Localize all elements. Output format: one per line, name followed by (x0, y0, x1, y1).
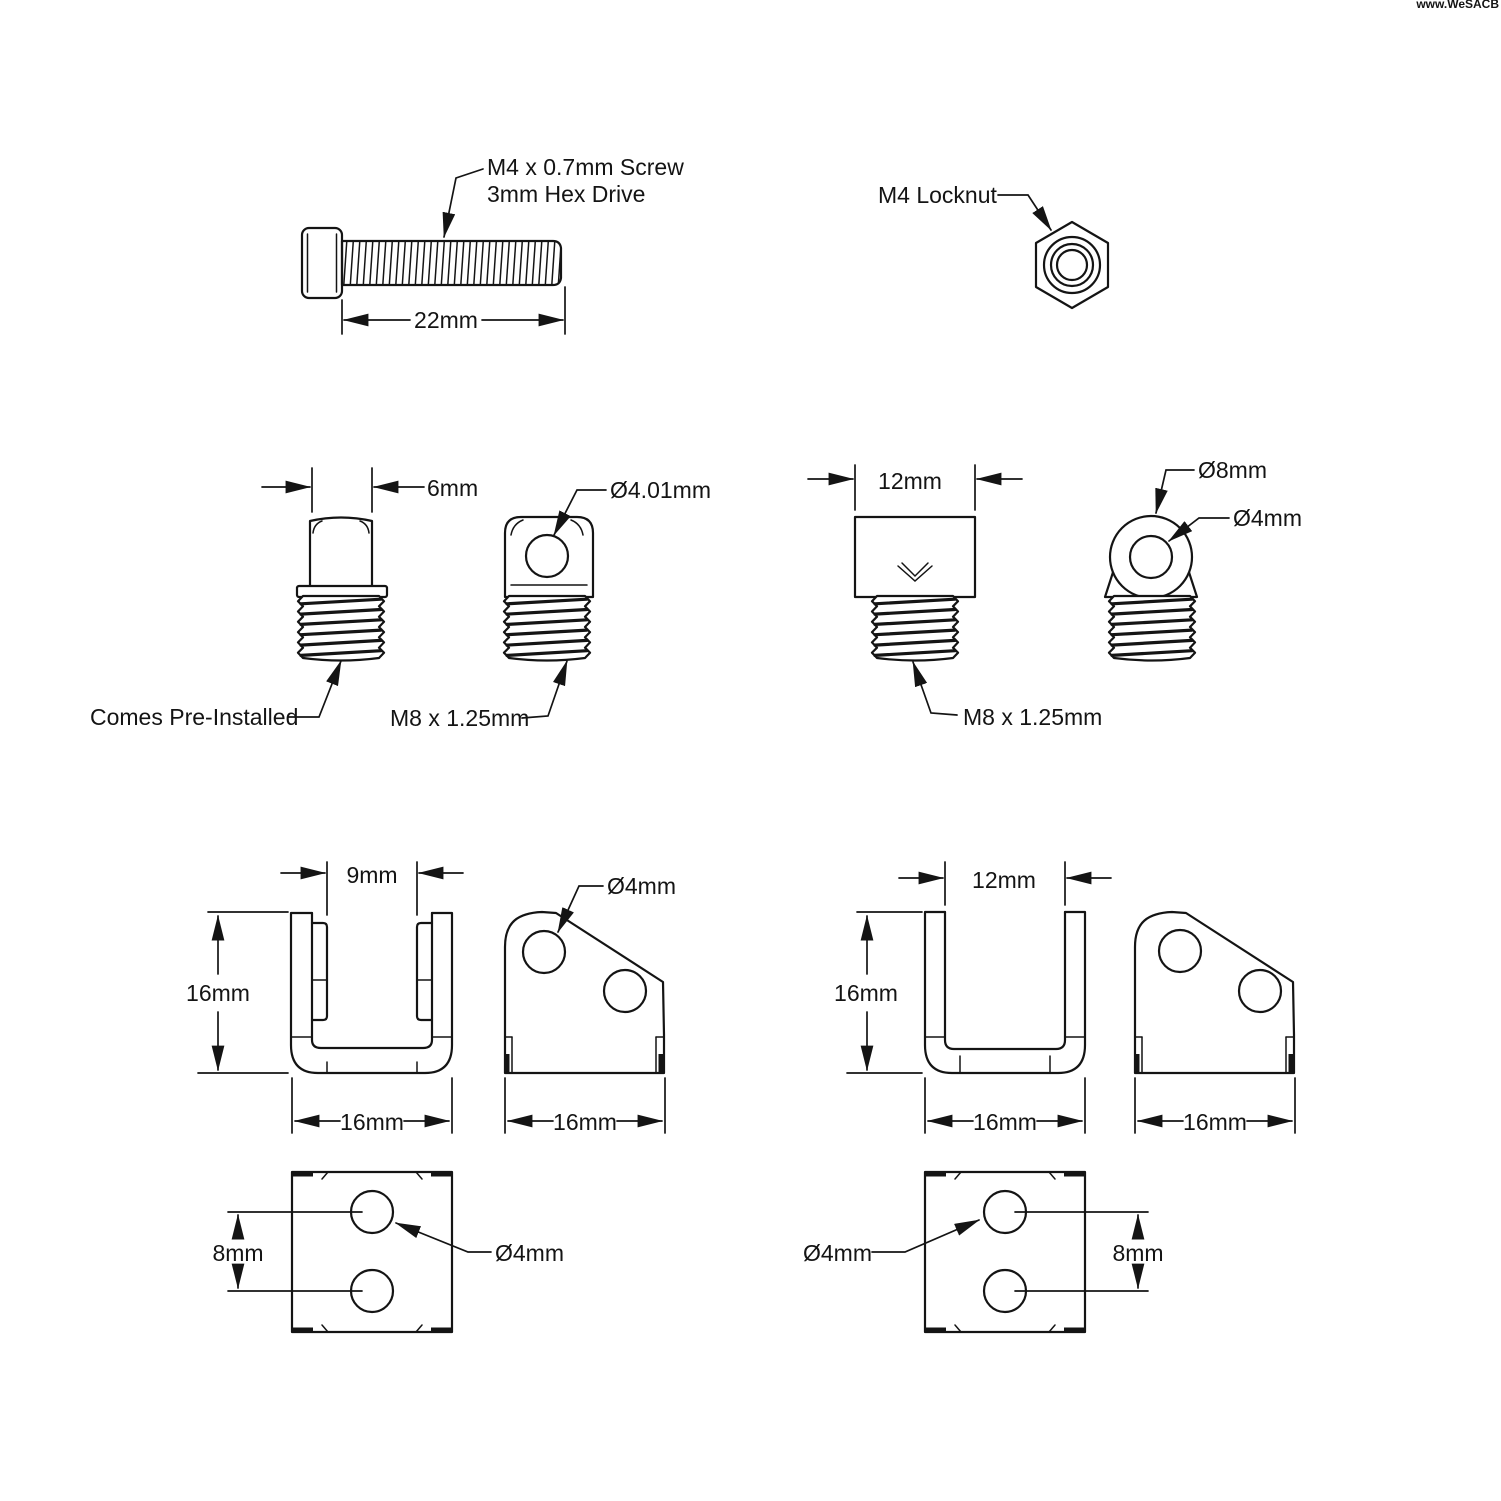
clamp-9mm-bottom-view (292, 1172, 452, 1332)
clamp-12mm-height-dimension (834, 912, 922, 1073)
clamp-9mm-hole-text: Ø4mm (607, 873, 676, 899)
clamp-9mm-height-text: 16mm (186, 980, 250, 1006)
clamp-9mm-height-dimension (186, 912, 288, 1073)
stud-6mm-hole-text: Ø4.01mm (610, 477, 711, 503)
clamp-9mm-hole-spacing-dimension (212, 1212, 362, 1291)
clamp-9mm-side-hole-upper (523, 931, 565, 973)
clamp-12mm-bottom-hole-text: Ø4mm (803, 1240, 872, 1266)
stud-6mm-thread-text: M8 x 1.25mm (390, 705, 530, 731)
clamp-12mm-side-hole-upper (1159, 930, 1201, 972)
stud-12mm-width-text: 12mm (878, 468, 942, 494)
clamp-9mm-side-hole-lower (604, 970, 646, 1012)
clamp-12mm-hole-spacing-text: 8mm (1112, 1240, 1164, 1266)
stud-12mm-group (808, 457, 1302, 730)
stud-6mm-width-text: 6mm (427, 475, 479, 501)
preinstalled-text: Comes Pre-Installed (90, 704, 299, 730)
clamp-9mm-width-dimension (292, 1078, 452, 1135)
locknut-hex-body (1036, 222, 1108, 308)
screw-label-line1: M4 x 0.7mm Screw (487, 154, 684, 180)
stud-6mm-side-view (297, 518, 387, 661)
stud-6mm-group (90, 468, 711, 731)
clamp-12mm-height-text: 16mm (834, 980, 898, 1006)
clamp-12mm-side-width-dimension (1135, 1078, 1295, 1135)
clamp-9mm-side-width-dimension (505, 1078, 665, 1135)
socket-head-screw-drawing (302, 154, 684, 334)
clamp-9mm-side-width-text: 16mm (553, 1109, 617, 1135)
clamp-9mm-width-text: 16mm (340, 1109, 404, 1135)
screw-shaft (342, 241, 561, 285)
screw-length-dimension (342, 287, 565, 334)
stud-12mm-front-view (1105, 516, 1197, 661)
stud-12mm-boss (1110, 516, 1192, 598)
clamp-12mm-hole-spacing-dimension (1015, 1212, 1164, 1291)
locknut-leader (998, 195, 1051, 230)
stud-12mm-thread-text: M8 x 1.25mm (963, 704, 1103, 730)
clamp-9mm-gap-text: 9mm (346, 862, 398, 888)
clamp-9mm-gap-dimension (281, 862, 463, 915)
clamp-9mm-group (186, 862, 676, 1332)
clamp-9mm-hole-leader (558, 886, 603, 932)
clamp-12mm-side-width-text: 16mm (1183, 1109, 1247, 1135)
clamp-9mm-front-view (291, 913, 452, 1073)
clamp-12mm-gap-dimension (899, 862, 1111, 905)
screw-label-leader (444, 169, 483, 237)
stud-6mm-front-view (504, 517, 593, 661)
clamp-12mm-gap-text: 12mm (972, 867, 1036, 893)
clamp-9mm-hole-spacing-text: 8mm (212, 1240, 264, 1266)
clamp-12mm-side-view (1135, 912, 1294, 1073)
clamp-12mm-group (803, 862, 1295, 1332)
watermark: www.WeSACB (1416, 0, 1499, 11)
stud-12mm-side-view (855, 517, 975, 661)
locknut-drawing (878, 182, 1108, 308)
clamp-12mm-width-text: 16mm (973, 1109, 1037, 1135)
clamp-12mm-width-dimension (925, 1078, 1085, 1135)
stud-12mm-thread-leader (913, 662, 957, 715)
screw-length-text: 22mm (414, 307, 478, 333)
stud-6mm-width-dimension (262, 468, 478, 512)
screw-label-line2: 3mm Hex Drive (487, 181, 646, 207)
clamp-9mm-bottom-hole-leader (396, 1223, 491, 1252)
stud-12mm-hole-text: Ø4mm (1233, 505, 1302, 531)
stud-12mm-width-dimension (808, 465, 1022, 510)
stud-12mm-boss-leader (1156, 470, 1194, 513)
clamp-9mm-side-view (505, 912, 664, 1073)
clamp-12mm-front-view (925, 912, 1085, 1073)
stud-12mm-boss-text: Ø8mm (1198, 457, 1267, 483)
clamp-12mm-bottom-view (925, 1172, 1085, 1332)
locknut-label: M4 Locknut (878, 182, 997, 208)
clamp-12mm-side-hole-lower (1239, 970, 1281, 1012)
clamp-9mm-bottom-hole-text: Ø4mm (495, 1240, 564, 1266)
